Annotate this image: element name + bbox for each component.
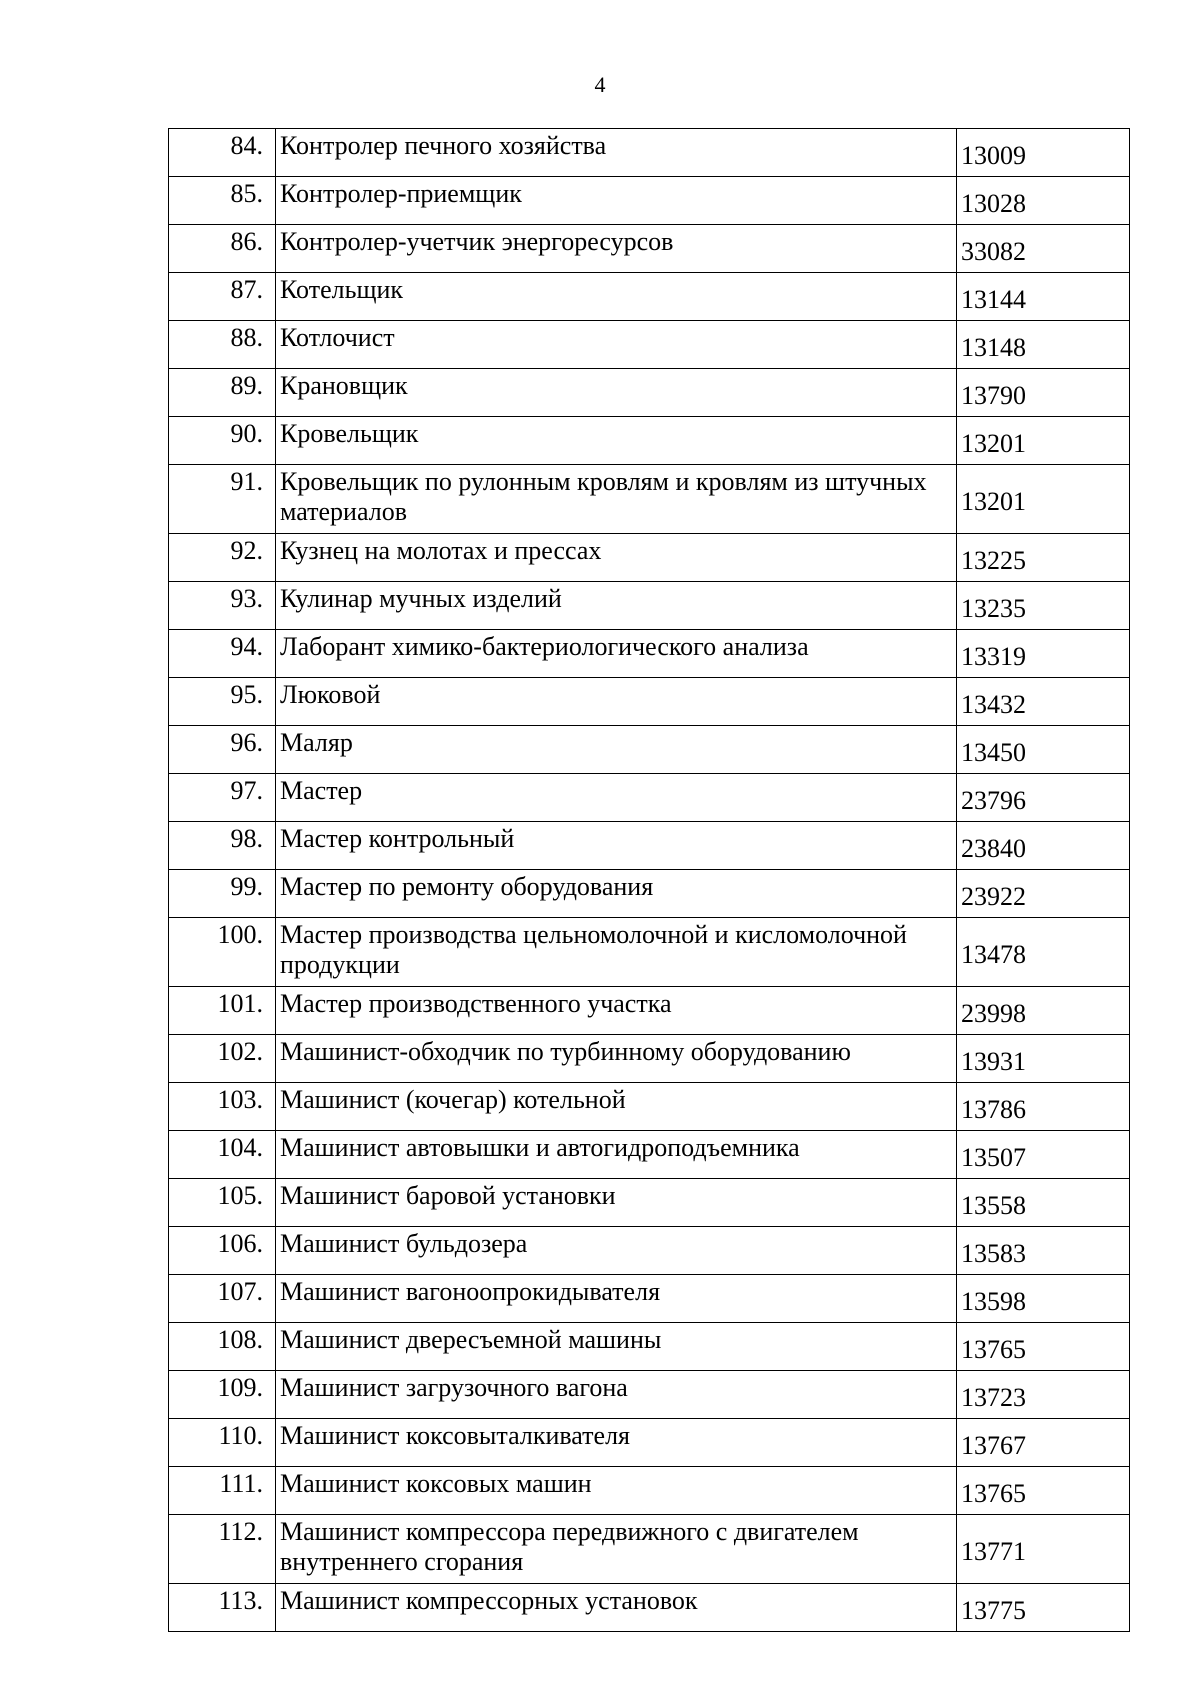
row-number: 93. <box>169 582 276 630</box>
profession-name: Машинист-обходчик по турбинному оборудованию <box>276 1035 957 1083</box>
profession-name: Мастер <box>276 774 957 822</box>
profession-code: 13201 <box>957 417 1130 465</box>
row-number: 84. <box>169 129 276 177</box>
profession-code: 13771 <box>957 1515 1130 1584</box>
table-row <box>169 987 1130 1035</box>
table-row <box>169 534 1130 582</box>
profession-code: 13235 <box>957 582 1130 630</box>
profession-code: 13478 <box>957 918 1130 987</box>
row-number: 85. <box>169 177 276 225</box>
table-row <box>169 582 1130 630</box>
profession-code: 13009 <box>957 129 1130 177</box>
profession-table <box>168 128 1130 1632</box>
row-number: 100. <box>169 918 276 987</box>
row-number: 107. <box>169 1275 276 1323</box>
row-number: 112. <box>169 1515 276 1584</box>
table-row <box>169 225 1130 273</box>
row-number: 101. <box>169 987 276 1035</box>
profession-name: Машинист (кочегар) котельной <box>276 1083 957 1131</box>
row-number: 88. <box>169 321 276 369</box>
profession-code: 13148 <box>957 321 1130 369</box>
row-number: 98. <box>169 822 276 870</box>
profession-code: 13790 <box>957 369 1130 417</box>
row-number: 92. <box>169 534 276 582</box>
table-row <box>169 465 1130 534</box>
profession-code: 13767 <box>957 1419 1130 1467</box>
row-number: 102. <box>169 1035 276 1083</box>
row-number: 97. <box>169 774 276 822</box>
profession-name: Мастер по ремонту оборудования <box>276 870 957 918</box>
row-number: 110. <box>169 1419 276 1467</box>
row-number: 105. <box>169 1179 276 1227</box>
table-row <box>169 321 1130 369</box>
table-row <box>169 417 1130 465</box>
profession-name: Кузнец на молотах и прессах <box>276 534 957 582</box>
table-row <box>169 822 1130 870</box>
table-row <box>169 177 1130 225</box>
profession-code: 13144 <box>957 273 1130 321</box>
profession-name: Машинист компрессорных установок <box>276 1584 957 1632</box>
table-row <box>169 1131 1130 1179</box>
table-row <box>169 1275 1130 1323</box>
table-row <box>169 1227 1130 1275</box>
profession-code: 23796 <box>957 774 1130 822</box>
profession-code: 13765 <box>957 1323 1130 1371</box>
profession-code: 23998 <box>957 987 1130 1035</box>
profession-name: Котлочист <box>276 321 957 369</box>
row-number: 106. <box>169 1227 276 1275</box>
profession-code: 13432 <box>957 678 1130 726</box>
profession-name: Мастер производственного участка <box>276 987 957 1035</box>
profession-code: 33082 <box>957 225 1130 273</box>
profession-name: Контролер печного хозяйства <box>276 129 957 177</box>
row-number: 87. <box>169 273 276 321</box>
profession-name: Машинист коксовых машин <box>276 1467 957 1515</box>
profession-name: Мастер производства цельномолочной и кисломолочной продукции <box>276 918 957 987</box>
profession-code: 13775 <box>957 1584 1130 1632</box>
profession-code: 13507 <box>957 1131 1130 1179</box>
table-row <box>169 1371 1130 1419</box>
table-row <box>169 273 1130 321</box>
profession-name: Машинист коксовыталкивателя <box>276 1419 957 1467</box>
table-row <box>169 1083 1130 1131</box>
profession-name: Крановщик <box>276 369 957 417</box>
profession-name: Машинист баровой установки <box>276 1179 957 1227</box>
profession-code: 13723 <box>957 1371 1130 1419</box>
profession-name: Машинист двересъемной машины <box>276 1323 957 1371</box>
profession-code: 13225 <box>957 534 1130 582</box>
row-number: 109. <box>169 1371 276 1419</box>
row-number: 91. <box>169 465 276 534</box>
row-number: 86. <box>169 225 276 273</box>
row-number: 99. <box>169 870 276 918</box>
profession-name: Машинист автовышки и автогидроподъемника <box>276 1131 957 1179</box>
profession-code: 13319 <box>957 630 1130 678</box>
table-row <box>169 1323 1130 1371</box>
profession-name: Машинист компрессора передвижного с двигателем внутреннего сгорания <box>276 1515 957 1584</box>
table-row <box>169 369 1130 417</box>
row-number: 94. <box>169 630 276 678</box>
profession-code: 13558 <box>957 1179 1130 1227</box>
row-number: 96. <box>169 726 276 774</box>
profession-code: 13583 <box>957 1227 1130 1275</box>
profession-name: Лаборант химико-бактериологического анализа <box>276 630 957 678</box>
row-number: 113. <box>169 1584 276 1632</box>
table-row <box>169 1467 1130 1515</box>
table-row <box>169 726 1130 774</box>
table-row <box>169 1584 1130 1632</box>
profession-name: Маляр <box>276 726 957 774</box>
table-row <box>169 1179 1130 1227</box>
profession-name: Люковой <box>276 678 957 726</box>
profession-code: 23840 <box>957 822 1130 870</box>
table-row <box>169 630 1130 678</box>
table-row <box>169 1035 1130 1083</box>
profession-name: Мастер контрольный <box>276 822 957 870</box>
profession-code: 13786 <box>957 1083 1130 1131</box>
profession-code: 13028 <box>957 177 1130 225</box>
row-number: 90. <box>169 417 276 465</box>
row-number: 89. <box>169 369 276 417</box>
row-number: 103. <box>169 1083 276 1131</box>
table-row <box>169 678 1130 726</box>
row-number: 95. <box>169 678 276 726</box>
profession-name: Машинист бульдозера <box>276 1227 957 1275</box>
profession-code: 13201 <box>957 465 1130 534</box>
profession-code: 13765 <box>957 1467 1130 1515</box>
table-row <box>169 918 1130 987</box>
table-row <box>169 1515 1130 1584</box>
table-row <box>169 129 1130 177</box>
profession-name: Кровельщик <box>276 417 957 465</box>
profession-name: Машинист загрузочного вагона <box>276 1371 957 1419</box>
profession-name: Контролер-учетчик энергоресурсов <box>276 225 957 273</box>
profession-code: 13598 <box>957 1275 1130 1323</box>
profession-code: 23922 <box>957 870 1130 918</box>
profession-code: 13931 <box>957 1035 1130 1083</box>
profession-code: 13450 <box>957 726 1130 774</box>
table-row <box>169 870 1130 918</box>
profession-name: Кровельщик по рулонным кровлям и кровлям из штучных материалов <box>276 465 957 534</box>
profession-name: Кулинар мучных изделий <box>276 582 957 630</box>
row-number: 111. <box>169 1467 276 1515</box>
row-number: 108. <box>169 1323 276 1371</box>
page-number: 4 <box>594 72 606 97</box>
profession-name: Машинист вагоноопрокидывателя <box>276 1275 957 1323</box>
row-number: 104. <box>169 1131 276 1179</box>
table-row <box>169 774 1130 822</box>
table-row <box>169 1419 1130 1467</box>
profession-name: Контролер-приемщик <box>276 177 957 225</box>
profession-name: Котельщик <box>276 273 957 321</box>
